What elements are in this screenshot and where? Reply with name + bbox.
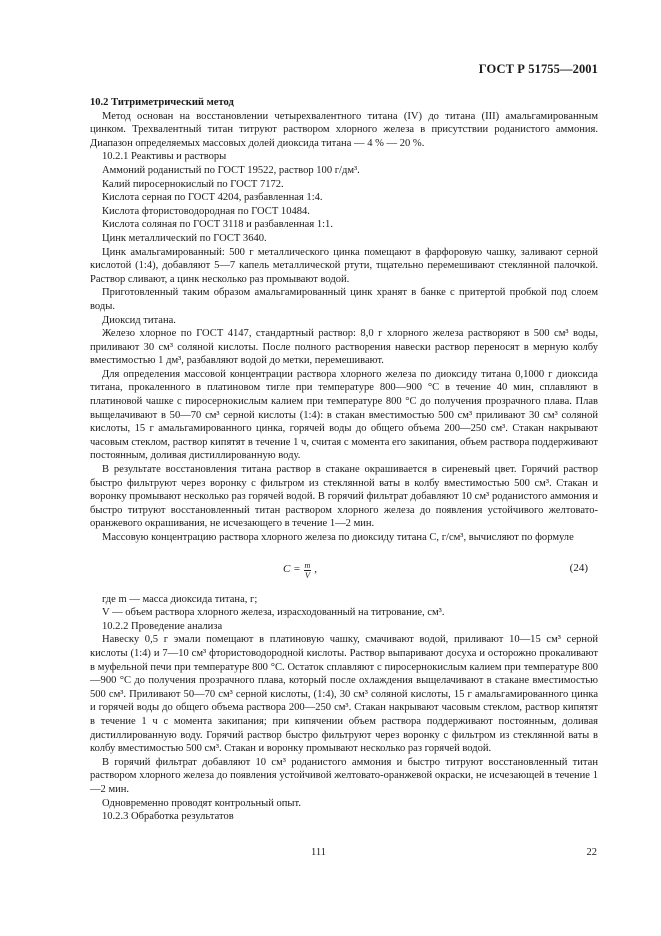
tio2-line: Диоксид титана. <box>102 314 176 326</box>
results-heading: 10.2.3 Обработка результатов <box>102 811 234 823</box>
zinc-storage-paragraph: Приготовленный таким образом амальгамированный цинк хранят в банке с притертой пробкой под слоем воды. <box>90 287 598 312</box>
formula-24 <box>90 551 598 589</box>
formula-number: (24) <box>569 561 588 574</box>
reagent-item: Аммоний роданистый по ГОСТ 19522, раствор 100 г/дм³. <box>102 164 360 176</box>
where-m: где m — масса диоксида титана, г; <box>102 593 258 605</box>
document-body <box>90 96 598 824</box>
reagent-item: Калий пиросернокислый по ГОСТ 7172. <box>102 178 284 190</box>
section-title: 10.2 Титриметрический метод <box>90 97 234 108</box>
reagent-item: Кислота соляная по ГОСТ 3118 и разбавленная 1:1. <box>102 219 333 231</box>
page-number-center: 111 <box>311 847 326 858</box>
standard-header: ГОСТ Р 51755—2001 <box>478 62 598 76</box>
formula-denominator: V <box>304 570 310 580</box>
intro-paragraph <box>90 110 598 151</box>
where-v: V — объем раствора хлорного железа, израсходованный на титрование, см³. <box>102 607 445 619</box>
analysis-paragraph-2: В горячий фильтрат добавляют 10 см³ роданистого аммония и быстро титруют восстановленный титан раствором хлорного железа до появления устойчивой желтовато-оранжевой окраски, не исчезающей в течение 1—2 мин. <box>90 756 598 795</box>
page-number-right: 22 <box>586 847 597 858</box>
analysis-heading: 10.2.2 Проведение анализа <box>102 620 223 632</box>
reagents-heading: 10.2.1 Реактивы и растворы <box>102 151 227 163</box>
reagent-item: Цинк металлический по ГОСТ 3640. <box>102 232 267 244</box>
formula-tail: , <box>314 563 318 576</box>
ferric-chloride-paragraph: Железо хлорное по ГОСТ 4147, стандартный раствор: 8,0 г хлорного железа растворяют в 500 см³ воды, приливают 30 см³ соляной кислоты. После полного растворения навески раствор переносят в мерную колбу вместимостью 1 дм³, разбавляют водой до метки, перемешивают. <box>90 328 598 367</box>
formula-lhs: C = <box>283 563 301 576</box>
zinc-paragraph: Цинк амальгамированный: 500 г металлического цинка помещают в фарфоровую чашку, заливают серной кислотой (1:4), добавляют 5—7 капель металлической ртути, тщательно перемешивают стеклянной палочкой. Раствор сливают, а цинк несколько раз промывают водой. <box>90 246 598 285</box>
formula-fraction <box>304 561 312 580</box>
concentration-paragraph: Массовую концентрацию раствора хлорного железа по диоксиду титана C, г/см³, вычисляют по формуле <box>102 532 574 543</box>
determination-paragraph: Для определения массовой концентрации раствора хлорного железа по диоксиду титана 0,1000 г диоксида титана, прокаленного в платиновом тигле при температуре 800—900 °С в течение 40 мин, сплавляют в платиновой чашке с пиросернокислым калием при температуре 800 °С до получения прозрачного плава. Плав выщелачивают в 50—70 см³ серной кислоты (1:4): в стакан вместимостью 500 см³ приливают 30 см³ соляной кислоты, 15 г амальгамированного цинка, горячей воды до общего объема 200—250 см³. Стакан накрывают часовым стеклом, раствор кипятят в течение 1 ч, считая с момента его закипания, объем раствора поддерживают постоянным, доливая дистиллированную воду. <box>90 368 598 462</box>
lilac-paragraph: В результате восстановления титана раствор в стакане окрашивается в сиреневый цвет. Горячий раствор быстро фильтруют через воронку с фильтром из стеклянной ваты в колбу вместимостью 500 см³. Стакан и воронку промывают несколько раз горячей водой. В горячий фильтрат добавляют 10 см³ роданистого аммония и быстро титруют восстановленный титан раствором хлорного железа до появления устойчивого желтовато-оранжевого окрашивания, не исчезающего в течение 1—2 мин. <box>90 464 598 530</box>
analysis-paragraph-1: Навеску 0,5 г эмали помещают в платиновую чашку, смачивают водой, приливают 10—15 см³ серной кислоты (1:4) и 7—10 см³ фтористоводородной кислоты. Раствор выпаривают досуха и осторожно прокаливают в муфельной печи при температуре 800 °С. Остаток сплавляют с пиросернокислым калием при температуре 800—900 °С до получения прозрачного плава, который после охлаждения выщелачивают в стакане вместимостью 500 см³. Приливают 50—70 см³ серной кислоты, (1:4), 30 см³ соляной кислоты, 15 г амальгамированного цинка и горячей воды до общего объема раствора 200—250 см³. Стакан накрывают часовым стеклом, раствор кипятят в течение 1 ч с момента закипания; при кипячении объем раствора поддерживают постоянным, доливая дистиллированную воду. Горячий раствор быстро фильтруют через воронку с фильтром из стеклянной ваты в колбу вместимостью 500 см³. Стакан и воронку промывают несколько раз горячей водой. <box>90 634 598 755</box>
formula-expression <box>283 561 317 580</box>
analysis-paragraph-3: Одновременно проводят контрольный опыт. <box>102 797 301 809</box>
intro-text: Метод основан на восстановлении четырехвалентного титана (IV) до титана (III) амальгамированным цинком. Трехвалентный титан титруют раствором хлорного железа в присутствии роданистого аммония. Диапазон определяемых массовых долей диоксида титана — 4 % — 20 %. <box>90 110 598 149</box>
formula-numerator: m <box>304 560 311 570</box>
reagent-item: Кислота фтористоводородная по ГОСТ 10484. <box>102 205 310 217</box>
reagent-item: Кислота серная по ГОСТ 4204, разбавленная 1:4. <box>102 192 323 204</box>
